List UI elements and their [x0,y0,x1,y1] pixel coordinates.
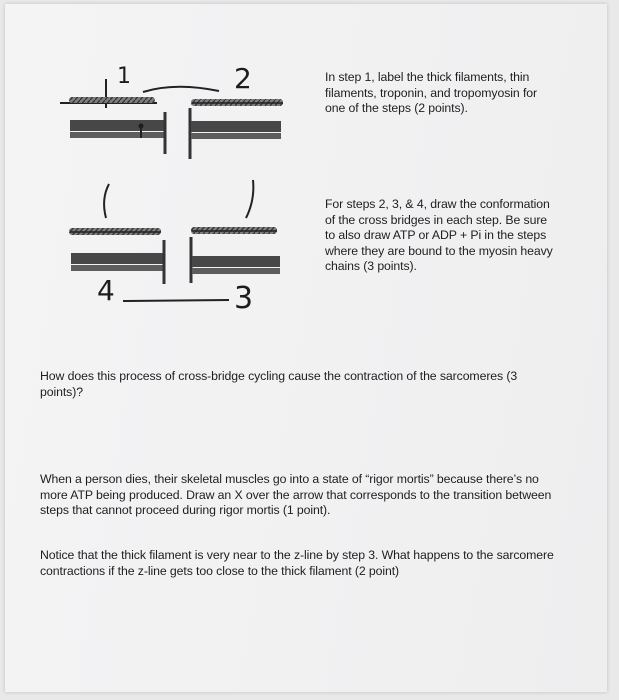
step-4-label: 4 [97,274,115,307]
step-4-thick-filament [71,253,163,264]
arrow-step2-to-step3 [246,180,253,218]
arrow-step1-to-step2 [143,87,219,92]
step-3-thick-filament [192,256,280,267]
question-contraction-mechanism: How does this process of cross-bridge cycling cause the contraction of the sarcomeres (3 points)? [40,369,518,399]
step-1-thin-filament [69,97,155,103]
question-draw-cross-bridges: For steps 2, 3, & 4, draw the conformation of the cross bridges in each step. Be sure to also draw ATP or ADP + Pi in the steps where they are bound to the myosin heavy chains (3 points). [325,197,553,274]
step-2-label: 2 [234,62,252,95]
step-3-sarcomere [191,227,280,283]
arrow-step4-to-step1 [104,184,109,218]
step-2-thick-filament [191,121,281,132]
step-2-sarcomere [190,99,283,159]
question-rigor-mortis: When a person dies, their skeletal muscles go into a state of “rigor mortis” because there’s no more ATP being produced. Draw an X over the arrow that corresponds to the transition between steps that cannot proceed during rigor mortis (1 point). [40,472,552,518]
step-1-thick-filament [70,120,165,131]
step-3-label: 3 [234,281,254,316]
question-z-line-proximity: Notice that the thick filament is very near to the z-line by step 3. What happens to the sarcomere contractions if the z-line gets too close to the thick filament (2 point) [40,548,554,578]
worksheet-page [5,4,607,692]
arrow-step3-to-step4 [123,300,229,301]
step-4-sarcomere [69,228,164,284]
cross-bridge-cycle-diagram [5,4,325,344]
question-label-filaments: In step 1, label the thick filaments, thin filaments, troponin, and tropomyosin for one of the steps (2 points). [325,70,537,116]
step-1-label: 1 [117,64,131,89]
